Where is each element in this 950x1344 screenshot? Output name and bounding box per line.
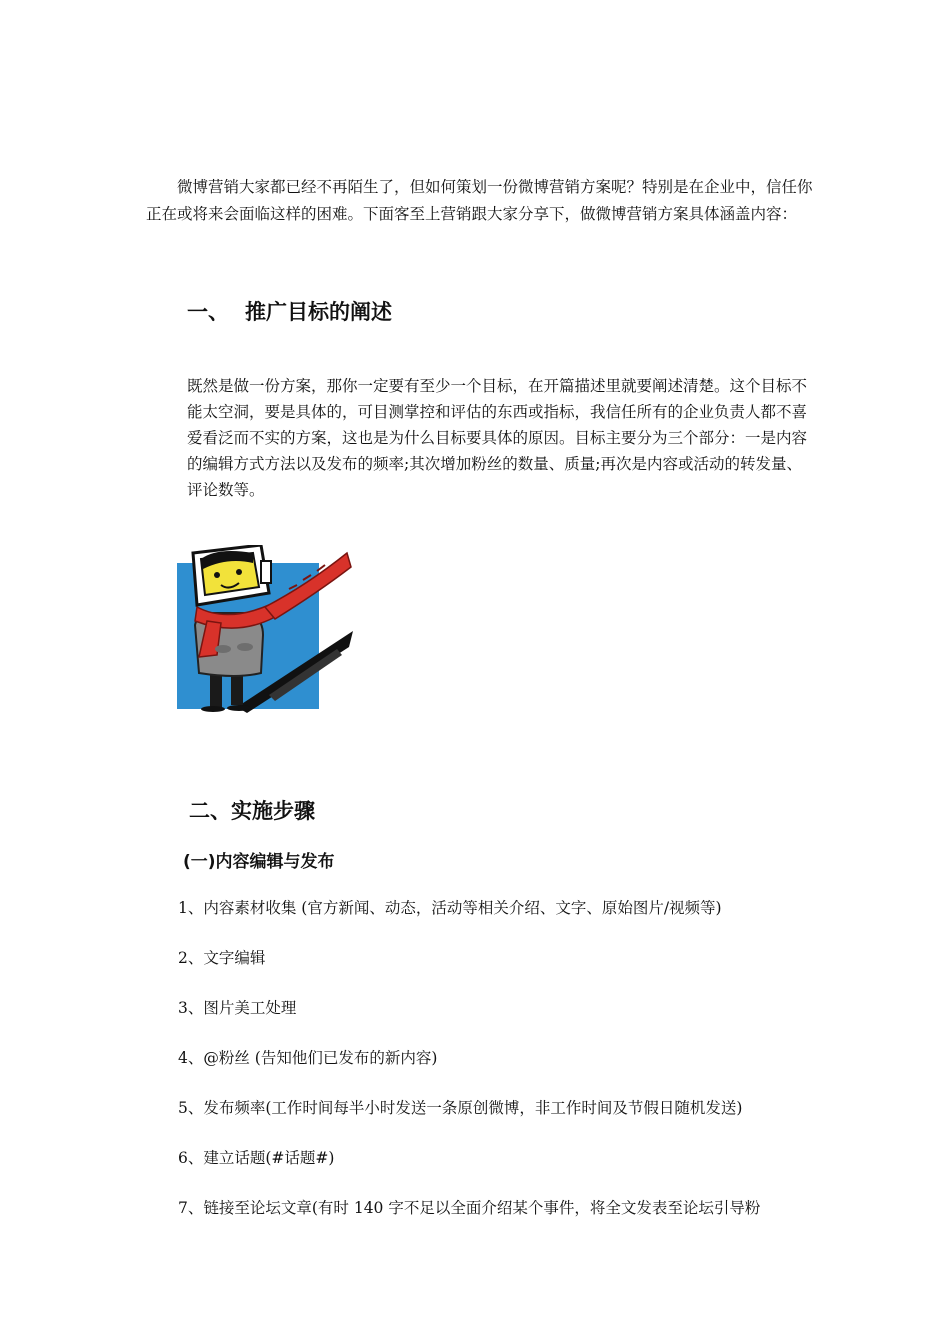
section1-title: 推广目标的阐述 [245, 300, 392, 324]
subsection-heading: (一)内容编辑与发布 [183, 852, 335, 872]
section1-heading [187, 296, 392, 326]
intro-paragraph [146, 174, 814, 228]
list-item: 2、文字编辑 [178, 949, 266, 967]
list-item: 4、@粉丝 (告知他们已发布的新内容) [178, 1049, 438, 1067]
section1-paragraph [187, 373, 812, 503]
section1-text: 既然是做一份方案，那你一定要有至少一个目标，在开篇描述里就要阐述清楚。这个目标不能太空洞，要是具体的，可目测掌控和评估的东西或指标，我信任所有的企业负责人都不喜爱看泛而不实的方案，这也是为什么目标要具体的原因。目标主要分为三个部分：一是内容的编辑方式方法以及发布的频率;其次增加粉丝的数量、质量;再次是内容或活动的转发量、评论数等。 [187, 377, 808, 499]
cartoon-monitor-person-icon [177, 545, 353, 713]
section1-number: 一、 [187, 300, 229, 324]
list-item: 5、发布频率(工作时间每半小时发送一条原创微博，非工作时间及节假日随机发送) [178, 1099, 743, 1117]
list-item: 7、链接至论坛文章(有时 140 字不足以全面介绍某个事件，将全文发表至论坛引导粉 [178, 1199, 761, 1217]
intro-text: 微博营销大家都已经不再陌生了，但如何策划一份微博营销方案呢？特别是在企业中，信任你正在或将来会面临这样的困难。下面客至上营销跟大家分享下，做微博营销方案具体涵盖内容： [146, 178, 813, 223]
list-item: 3、图片美工处理 [178, 999, 297, 1017]
list-item: 1、内容素材收集 (官方新闻、动态，活动等相关介绍、文字、原始图片/视频等) [178, 899, 722, 917]
cartoon-illustration [177, 545, 353, 713]
section2-heading: 二、实施步骤 [189, 799, 315, 823]
steps-list [178, 896, 818, 1246]
list-item: 6、建立话题(#话题#) [178, 1149, 335, 1167]
